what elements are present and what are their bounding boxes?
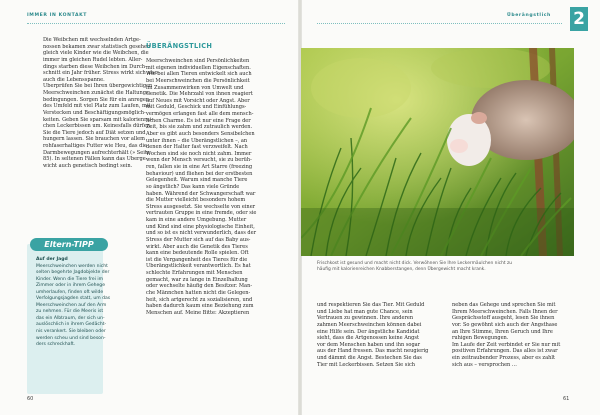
text-line: sieht, dass die Artgenossen keine Angst <box>317 335 419 342</box>
text-line: Menschen auf. Meine Bitte: Akzeptieren <box>146 309 250 316</box>
text-line: Wie bei allen Tieren entwickelt sich auch <box>146 71 252 78</box>
text-line: mit Geduld, Geschick und Einfühlungs- <box>146 104 247 111</box>
text-line: zahmen Meerschweinchen können dabei <box>317 321 422 328</box>
text-line: wirkt. Aber auch die Genetik des Tieres <box>146 243 248 250</box>
text-line: kann eine bedeutende Rolle spielen. Oft <box>146 250 249 257</box>
text-line: lichen Charme. Es ist nur eine Frage der <box>146 117 251 124</box>
caption-line: Frischkost ist gesund und macht nicht dick. Verwöhnen Sie Ihre Leckermäulchen nicht zu <box>317 261 513 266</box>
text-line: vor. So gewöhnt sich auch der Angsthase <box>452 321 558 328</box>
text-line: Aber es gibt auch besonders Sensibelchen <box>146 130 255 137</box>
text-line: und Liebe hat man gute Chance, sein <box>317 308 413 315</box>
parent-tip-badge: Eltern-TIPP <box>30 238 108 251</box>
text-line: Überprüfen Sie bei Ihren übergewichtigen <box>43 83 153 90</box>
tip-line: umherlaufen, finden oft wilde <box>36 289 104 295</box>
text-line: chen Leckerbissen um. Keinesfalls dürfen <box>43 123 151 130</box>
text-line: dings starben diese Weibchen im Durch- <box>43 63 147 70</box>
text-line: auch die Lebensspanne. <box>43 76 105 83</box>
text-line: unter ihnen – die Überängstlichen –, an <box>146 137 248 144</box>
text-line: Stress ausgesetzt. Sie wechselte von einer <box>146 203 256 210</box>
text-line: auf Neues mit Vorsicht oder Angst. Aber <box>146 97 250 104</box>
text-line: Vertrauen zu gewinnen. Ihre anderen <box>317 315 414 322</box>
guinea-pig-photo <box>301 48 574 256</box>
section-heading: ÜBERÄNGSTLICH <box>146 42 213 50</box>
text-line: mit eigenen individuellen Eigenschaften. <box>146 64 251 71</box>
text-line: haben. Während der Schwangerschaft war <box>146 190 256 197</box>
tip-line: zu nehmen. Für die Meeris ist <box>36 309 104 315</box>
tip-line: Verfolgungsjagden statt, um das <box>36 296 111 302</box>
text-line: wicht auch genetisch bedingt sein. <box>43 162 133 169</box>
text-line: immer im gleichen Rudel lebten. Aller- <box>43 56 143 63</box>
left-page-number: 60 <box>27 396 34 402</box>
text-line: des Umfeld mit viel Platz zum Laufen, mit <box>43 103 151 110</box>
text-line: positiven Erfahrungen. Das alles ist zwar <box>452 348 558 355</box>
text-line: Sie die Tiere jedoch auf Diät setzen und <box>43 129 146 136</box>
text-line: Die Weibchen mit wechselnden Artge- <box>43 37 141 43</box>
text-line: Wochen sind sie noch nicht zahm. Immer <box>146 150 252 157</box>
text-line: die Mutter vielleicht besonders hohem <box>146 197 246 204</box>
text-line: und so ist es nicht verwunderlich, dass der <box>146 230 257 237</box>
text-line: ruhigen Bewegungen. <box>452 335 509 342</box>
text-line: denen der Halter fast verzweifelt. Nach <box>146 144 248 151</box>
left-column-2 <box>146 58 272 316</box>
text-line: im Zusammenwirken von Umwelt und <box>146 84 244 91</box>
text-line: gemacht, war zu lange in Einzelhaltung <box>146 276 248 283</box>
parent-tip-text <box>36 257 111 349</box>
text-line: 85). In seltenen Fällen kann das Überge- <box>43 156 148 163</box>
text-line: und dämmt die Angst. Bestechen Sie das <box>317 355 422 361</box>
tip-line: Zimmer oder in ihrem Gehege <box>36 283 105 289</box>
photo-caption <box>317 261 573 274</box>
text-line: heit, sich artgerecht zu sozialisieren, und <box>146 296 253 303</box>
text-line: hungern lassen. Sie brauchen vor allem <box>43 136 145 143</box>
text-line: und respektieren Sie das Tier. Mit Geduld <box>317 302 425 308</box>
tip-line: ders schreckhaft. <box>36 342 76 348</box>
text-line: neben das Gehege und sprechen Sie mit <box>452 302 556 308</box>
text-line: behaviour) und fliehen bei der erstbesten <box>146 170 253 177</box>
text-line: Zeit, bis sie zahm und zutraulich werden. <box>146 124 253 131</box>
text-line: vertrauten Gruppe in eine fremde, oder sie <box>146 210 257 217</box>
text-line: keiten. Geben Sie sparsam mit kalorienrei- <box>43 116 153 123</box>
text-line: vermögen erlangen fast alle dem mensch- <box>146 111 254 117</box>
text-line: schlechte Erfahrungen mit Menschen <box>146 270 243 276</box>
text-line: ist die Vergangenheit des Tieres für die <box>146 256 248 263</box>
tip-line: auslöschlich in ihrem Gedächt- <box>36 322 107 328</box>
right-page-number: 61 <box>563 396 570 402</box>
text-line: schnitt ein Jahr früher. Stress wirkt sich also <box>43 70 158 77</box>
right-head-rule <box>317 23 562 24</box>
text-line: aus der Hand fressen. Das macht neugierig <box>317 348 429 355</box>
text-line: bedingungen. Sorgen Sie für ein anregen- <box>43 96 151 103</box>
text-line: kam in eine andere Umgebung. Mutter <box>146 217 247 223</box>
tip-line: Kinder. Wenn die Tiere frei im <box>36 276 104 282</box>
tip-line: nis verankert. Sie bleiben oder <box>36 329 106 335</box>
text-line: gleich viele Kinder wie die Weibchen, die <box>43 50 149 57</box>
text-line: Darmbewegungen aufrechterhält (» Seite <box>43 149 150 156</box>
tip-line: selten begehrte Jagdobjekte der <box>36 270 110 276</box>
text-line: Tier mit Leckerbissen. Setzen Sie sich <box>317 361 416 368</box>
text-line: eine Hilfe sein. Der ängstliche Kandidat <box>317 328 420 335</box>
text-line: che Männchen hatten nicht die Gelegen- <box>146 289 251 296</box>
tip-line: das ein Albtraum, der sich un- <box>36 315 105 321</box>
text-line: ein zeitraubender Prozess, aber es zahlt <box>452 355 555 361</box>
parent-tip-title: Auf der Jagd <box>36 257 68 262</box>
tip-line: Meerschweinchen werden nicht <box>36 263 108 269</box>
text-line: oder wechselte häufig den Besitzer. Man- <box>146 283 253 290</box>
text-line: ren, fallen sie in eine Art Starre (freezing <box>146 164 253 170</box>
text-line: haben dadurch kaum eine Beziehung zum <box>146 303 254 310</box>
text-line: bei Meerschweinchen die Persönlichkeit <box>146 77 250 84</box>
tip-line: Meerschweinchen auf den Arm <box>36 302 107 308</box>
text-line: so ängstlich? Das kann viele Gründe <box>146 183 240 190</box>
text-line: Gelegenheit. Warum sind manche Tiere <box>146 177 248 184</box>
text-line: Meerschweinchen zunächst die Haltungs- <box>43 90 151 96</box>
text-line: vor dem Menschen haben und ihn sogar <box>317 341 421 348</box>
text-line: Überängstlichkeit verantwortlich. Es hat <box>146 263 251 270</box>
text-line: Ihrem Meerschweinchen. Falls Ihnen der <box>452 308 558 315</box>
text-line: Im Laufe der Zeit verbindet er Sie nur mit <box>452 341 561 348</box>
text-line: wenn der Mensch versucht, sie zu berüh- <box>146 157 252 164</box>
right-column-2 <box>452 302 572 368</box>
text-line: Genetik. Die Mehrzahl von ihnen reagiert <box>146 91 253 98</box>
text-line: an Ihre Stimme, Ihren Geruch und Ihre <box>452 328 553 335</box>
text-line: Gesprächsstoff ausgeht, lesen Sie ihnen <box>452 315 555 322</box>
text-line: Verstecken und Beschäftigungsmöglich- <box>43 109 146 116</box>
text-line: Stress der Mutter sich auf das Baby aus- <box>146 236 251 243</box>
left-head-rule <box>27 23 285 24</box>
caption-line: häufig mit kalorienreichen Knabberstangen, denn Übergewicht macht krank. <box>317 267 486 273</box>
left-running-head: IMMER IN KONTAKT <box>27 13 88 18</box>
text-line: nossen bekamen zwar statistisch gesehen <box>43 43 151 50</box>
text-line: Meerschweinchen sind Persönlichkeiten <box>146 58 250 64</box>
photo-illustration <box>301 48 574 256</box>
text-line: sich aus – versprochen … <box>452 361 517 368</box>
text-line: und Kind sind eine physiologische Einheit, <box>146 223 255 230</box>
right-running-head: Überängstlich <box>507 13 551 18</box>
tip-line: werden scheu und sind beson- <box>36 335 106 341</box>
left-column-1 <box>43 37 163 170</box>
chapter-tab: 2 <box>570 7 588 31</box>
text-line: rohfaserhaltiges Futter wie Heu, das die <box>43 143 147 149</box>
right-column-1 <box>317 302 439 368</box>
